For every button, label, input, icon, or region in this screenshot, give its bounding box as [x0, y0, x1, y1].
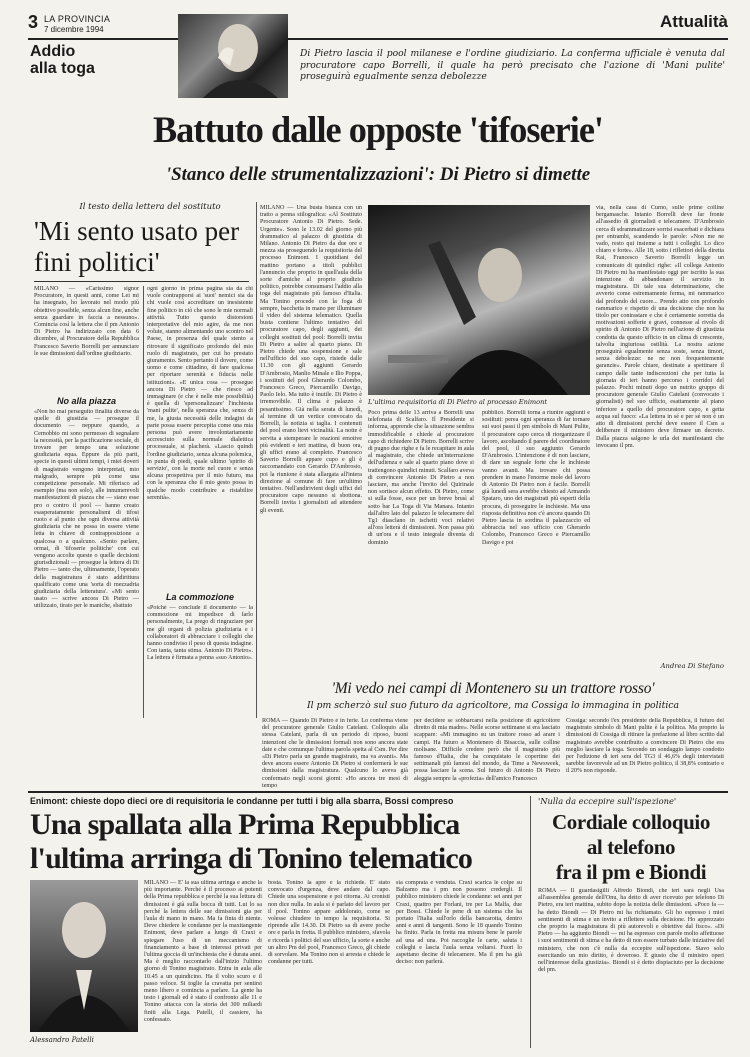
portrait-silhouette-icon: [178, 14, 288, 98]
kicker-title: [30, 44, 170, 77]
main-headline: Battuto dalle opposte 'tifoserie': [152, 110, 604, 151]
biondi-col1-text: ROMA — Il guardasigilli Alfredo Biondi, che ieri sarà negli Usa all'assemblea generale dell'Onu, ha detto di aver ricevuto per telefono Di Pietro, era ieri mattina, subito dopo la notizia delle dimissioni. «Poco fa — ha detto Biondi — Di Pietro mi ha richiamato. Gli ho espresso i miei sentimenti di stima e un invito a riflettere sulla decisione. Ho apprezzato che proprio la magistratura di più autorevoli e obiettive dal fisco». «Di Pietro — ha aggiunto Biondi — mi ha espresso con parole molto affettuose i suoi sentimenti di stima e ha detto di non essere turbato dalle iniziative del ministero, che non c'è nulla da eccepire sull'ispezione. Stavo solo esercitando un mio diritto, è doveroso. È giusto che il ministro operi nell'interesse della giustizia». Biondi si è detto dispiaciuto per la decisione del pm.: [538, 888, 724, 974]
biondi-title-line1: Cordiale colloquio: [552, 810, 710, 834]
kicker-line2: alla toga: [30, 60, 95, 77]
letter-subtitle-commozione: La commozione: [165, 592, 234, 602]
story-col1-text: MILANO — Una busta bianca con un tratto a penna stilografica: «Al Sostituto Procuratore Antonio Di Pietro. Sede. Urgente». Sono le 13.02 del giorno più drammatico al palazzo di giustizia di Milano. Antonio Di Pietro da due ore e mezza sta proseguendo la requisitoria del processo Enimont. I quotidiani del mattino portano a titoli pubblici l'annuncio che proprio in quell'aula della sorte d'amiche al proprio giudizio politico, potrebbe consumarsi l'addio alla toga del magistrato più famoso d'Italia. Ma Tonino procede con la foga di sempre, bacchetta in mano per illuminare il video del sistema telematico. Quella busta contiene l'ultimo tentativo del procuratore capo, degli aggiunti, dei colleghi sostituti del pool: Borrelli invita Di Pietro a salire al quarto piano. Di Pietro chiede una sospensione e sale nell'ufficio del suo capo, risiede dalle 11.30 con gli aggiunti Gerardo D'Ambrosio, Manlio Minale e Ilio Poppa, i sostituti del pool Gherardo Colombo, Francesco Greco, Piercamillo Davigo, Paolo Ielo. Ma tutto è inutile. Di Pietro è irremovibile. Il clima è palazzo è pesantissimo. Già nella serata di lunedì, al termine di un vertice convocato da Borrelli, la notizia si taglia. I contenuti del pool erano lievi vicinalità. La notte è servita a stemperare le reazioni emotive più evidenti e ieri mattina, di buon ora, gli uffici erano al completo. Francesco Saverio Borrelli appare cupo e gli è raccomandato con Gerardo D'Ambrosio, poi la riunione è stata allargata all'intera direzione al comune di fare un'ultimo tentativo. Nell'andirivieni degli uffici del procuratore capo nessuno si sbottona. Borrelli invita i giornalisti ad attendere gli eventi.: [260, 205, 362, 514]
enimont-trial-photo: [368, 205, 590, 395]
letter-col1-text: MILANO — «Carissimo signor Procuratore, in questi anni, come Lei mi ha insegnato, ho lavorato nel modo più obiettivo possibile, senza alcun fine, anche senza guardare in faccia a nessuno». Comincia così la lettera che il pm Antonio Di Pietro ha indirizzato con data 6 dicembre, al Procuratore della Repubblica Francesco Saverio Borrelli per annunciare le sue dimissioni dall'ordine giudiziario.: [34, 286, 139, 357]
letter-title: 'Mi sento usato per fini politici': [34, 216, 240, 277]
patelli-caption: Alessandro Patelli: [30, 1036, 94, 1044]
letter-subtitle-piazza: No alla piazza: [56, 396, 117, 406]
montenero-col2-text: per decidere se sobbarcarsi nella posizione di agricoltore diretto di mia madre». Nelle scorse settimane si era lasciato scappare: «Mi immagino su un trattore rosso ad arare i campi. Ha futuro a Montenero di Bisaccia, sulle colline molisane. Difficile credere però che il magistrato più famoso d'Italia, che ha conquistato le copertine dei settimanali più famosi del mondo, da Time a Newsweek, possa lasciare la scena. Sul futuro di Antonio Di Pietro aleggia sempre la «profezia» dell'amico Francesco: [414, 718, 560, 782]
top-summary: Di Pietro lascia il pool milanese e l'ordine giudiziario. La conferma ufficiale è venuta dal procuratore capo Borrelli, il quale ha però precisato che l'azione di 'Mani pulite' proseguirà egualmente senza debolezze: [300, 48, 725, 82]
enimont-col3-text: sia comprata e venduta. Craxi scarica le colpe su Balzamo ma i pm non possono credergli. Il pubblico ministero chiede le condanne: sei anni per Craxi, quattro per Forlani, tre per La Malfa, due per Bossi. Chiede le pene di un sistema che ha portato l'Italia sull'orlo della bancarotta, dentro anni e anni di tangenti. Sono le 18 quando Tonino ha finito. Parla in fretta ma misura bene le parole ad una ad una. Poi raccoglie le carte, saluta i colleghi e lascia l'aula senza voltarsi. Fuori lo aspettano decine di telecamere. Ma il pm ha già deciso: non parlerà.: [396, 880, 522, 966]
biondi-title: [538, 810, 724, 885]
letter-right-divider: [256, 202, 257, 718]
story-byline: Andrea Di Stefano: [660, 662, 724, 670]
section-label: Attualità: [660, 12, 728, 31]
montenero-col1-text: ROMA — Quando Di Pietro è in ferie. Lo conferma viene del procuratore generale Giulio Catelani. Colloquio alla stessa Catelani, parla di un periodo di riposo, buoni intenzioni che le dimissioni formali non sono ancora state date e che comunque l'ultima parola spetta al Csm. Per dire «Di Pietro parla un grande magistrato, ma va avanti». Ma deve ancora essere Antonio Di Pietro si confermerà le sue dimissioni dalla magistratura. Qualcuno lo aveva già confermato negli scorsi giorni: «Ho ancora tre mesi di tempo: [262, 718, 408, 788]
page-header: [28, 12, 728, 38]
pm-speaking-figure-icon: [368, 205, 590, 395]
patelli-portrait-icon: [30, 880, 138, 1032]
montenero-title: 'Mi vedo nei campi di Montenero su un trattore rosso': [331, 680, 655, 697]
issue-date: 7 dicembre 1994: [44, 25, 104, 34]
biondi-title-line2: al telefono: [586, 835, 676, 859]
letter-col1b-text: «Non ho mai perseguito finalità diverse da quelle di giustizia — prosegue il documento — neppure quando, a Cernobbio mi sono permesso di segnalare la necessità, per la pacificazione sociale, di trovare per tempo una soluzione giudiziaria equa. Eppure da più parti, specie in questi ultimi tempi, i miei doveri di magistrato vengono interpretati, mio malgrado, sempre più come una competizione personale. Mi riferisco ad esempio (ma non solo), alle innumerevoli manifestazioni di piazza che — siano esse pro o contro il pool — hanno creato esasperatamente personalismi di tifosi ruoto e al punto che ogni diversa attività giudiziaria che ne possa in essere viene letta in chiave di contrapposizione a qualcosa o a qualcuno. «Sento parlare, ormai, di 'tifoserie politiche' con cui vengono accolte queste o quelle decisioni giurisdizionali — prosegue la lettera di Di Pietro — tanto che, ultimamente, l'operato della magistratura è stato addirittura qualificato come una 'sorta di mezzadria giudiziaria della letteratura'. «Mi sento usato — scrive ancora Di Pietro — utilizzato, tirato per le maniche, sbattuto: [34, 409, 139, 610]
page-number: 3: [28, 12, 39, 32]
photo-caption: L'ultima requisitoria di Di Pietro al processo Enimont: [368, 398, 548, 406]
letter-col2-text: ogni giorno in prima pagina sia da chi vuole contrapporsi ai 'suoi' nemici sia da chi vuole così accreditare un inesistente fine politico in ciò che sono le mie normali attività. Tutto questo distorsioni interpretative del mio agire, da me non volute, stanno alimentando uno scontro nel Paese, in presenza del quale stento a ritrovare il significato profondo del mio ruolo di magistrato, per cui ho prestato giuramento. Sento pertanto il dovere, come uomo e come cittadino, di fare qualcosa per riportare serenità e fiducia nelle istituzioni». «E unica cosa — prosegue ancora Di Pietro — che riesco ad immaginare (e che è nelle mie possibilità) è quella di 'spersonalizzare' l'inchiesta 'mani pulite', nella speranza che, senza di me, la giusta necessità delle indagini da parte possa essere percepita come una mia persona può avere involontariamente accresciuto sulla normale dialettica processuale, si placherà. «Lascio quindi l'ordine giudiziario, senza alcuna polemica, in punta di piedi, quale ultimo 'spirito di servizio', con la morte nel cuore e senza alcuna prospettiva per il mio futuro, ma con la speranza che il mio gesto possa in qualche modo contribuire a ristabilire serenità».: [147, 286, 253, 501]
enimont-headline-line2: l'ultima arringa di Tonino telematico: [30, 842, 473, 875]
main-subheadline: 'Stanco delle strumentalizzazioni': Di Pietro si dimette: [165, 164, 591, 185]
story-col2-text: Poco prima delle 13 arriva a Borrelli una telefonata di Scalfaro. Il Presidente si informa, apprende che la situazione sembra immodificabile e chiede al procuratore capo di richiedere Di Pietro. Borrelli scrive di pugno due righe e fa le recapitare in aula al magistrato, che chiede un'interruzione dell'udienza e sale al quarto piano dove si trattengono quindici minuti. Scalfaro aveva di convincere Antonio Di Pietro a non lasciare, ma anche l'invito del Quirinale non sortisce alcun effetto. Di Pietro, come si sulla fosse, esce per un breve brusì al sotto bar La Toga di Via Manara. Intanto dall'altro lato del palazzo le telecamere del Tg1 diasclano in ischetti voci relativi all'ora letterà di dimissioni. Non passa più di un'ora e il testo integrale diventa di dominio: [368, 410, 474, 546]
montenero-subtitle: Il pm scherzò sul suo futuro da agricoltore, ma Cossiga lo immagina in politica: [306, 700, 680, 711]
montenero-col3-text: Cossiga: secondo l'ex presidente della Repubblica, il futuro del magistrato simbolo di Mani pulite è la politica. Ma proprio la dimissioni di Cossiga di ritirare la prefazione al libro scritto dal magistrato avrebbe contribuito a convincere Di Pietro che era meglio lasciare la toga. Secondo un sondaggio lampo condotto per l'edizione di ieri sera del TG3 il 46,6% degli intervistati sarebbe favorevole ad un Di Pietro politico, il 38,8% contrario e il 20% non risponde.: [566, 718, 724, 775]
enimont-col2-text: bosta. Tonino la apre e la richiede. E' stato convocato d'urgenza, deve andare dal capo. Chiede una sospensione e poi ritorna. Ai cronisti non dice nulla. In aula si è parlato del lavoro per il pool. Tonino appare addolorato, come se volesse chiudere in tempo la requisitoria. Si riprende alle 14.30. Di Pietro sa di avere poche ore e parla in fretta. Il pubblico ministero, sfavola e ricorda i politici del suo ufficio, la sorte e anche un altro Pm del pool, Francesco Greco, gli chiede di sorvolare. Ma Tonino non si arresta e chiede le condanne per tutti.: [268, 880, 390, 966]
newspaper-name: LA PROVINCIA: [44, 14, 111, 24]
patelli-photo: [30, 880, 138, 1032]
story-col4-text: via, nella casa di Curno, sulle prime colline bergamasche. Intanto Borrelli deve far fronte all'assedio di giornalisti e telecamere. D'Ambrosio cerca di sdrammatizzare sorrisi esacerbati e dichiara per entrambi, scandendo le parole: «Non me ne vado, resto qui insieme a tutti i colleghi. Lo dico chiaro e forte». Alle 18, sotto i riflettori della diretta Rai, Francesco Saverio Borrelli legge un comunicato di quindici righe: «Il collega Antonio Di Pietro mi ha manifestato oggi per iscritto la sua intenzione di abbandonare il servizio in magistratura. Di tale sua determinazione, che avverto come estremamente ferma, mi rammarico dal profondo del cuore... Prendo atto con profondo rammarico e rispetto di una decisione che non ha titolo per contrastare e che è certamente sorretta da motivazioni sofferte e gravi, connesse al rivolo di spirito di Antonio Di Pietro nell'azione di giustizia condotta da questo ufficio in un clima di crescente, talvolta ingiuriosa ostilità. La nostra azione proseguirà egualmente senza soste, senza timori, senza debolezze: ne ne non frequentemente garanzie». Parole chiare, destinate a spettinare il campo dalle tante indiscrezioni che per tutta la giornata di ieri hanno percorso i corridoi del palazzo. Pochi minuti dopo un nutrito gruppo di procuratore generale Giulio Catelani (convocato i giornalisti) nel suo ufficio, esattamente al piano inferiore a quello del procuratore capo, e getta acqua sul fuoco: «La lettera in sé e per sé non è un atto di dimissioni perché deve essere il Csm a deliberare il ministero deve firmare un decreto. Dalla piazza salgono le urla dei manifestanti che invocano il pm.: [596, 205, 724, 449]
letter-title-rule: [34, 281, 249, 282]
kicker-line1: Addio: [30, 43, 76, 60]
biondi-divider: [530, 796, 531, 1048]
enimont-headline-line1: Una spallata alla Prima Repubblica: [30, 808, 460, 841]
story-col3-text: pubblico. Borrelli torna a riunire aggiunti e sostituti: perea ogni speranza di far tornare sui suoi passi il pm simbolo di Mani Pulite, il procuratore capo cerca di riorganizzare il lavoro, ascoltando il parere del coordinatore del pool, il suo aggiunto Gerardo D'Ambrosio. L'intenzione è di non lasciare, di dare un segnale forte che le inchieste vanno avanti. Ma trovare chi possa prendere in mano l'enorme mole del lavoro di Antonio Di Pietro non è facile. Borrelli già lunedì sera avrebbe chiesto ad Armando Spataro, uno dei magistrati più esperti della procura, di proseguire le inchieste. Ma una risposta definitiva non c'è ancora quando Di Pietro lascia in sordina il palazzaccio ed abbraccia nel suo ufficio con Gherardo Colombo, Francesco Greco e Piercamillo Davigo e poi: [482, 410, 590, 546]
letter-kicker: Il testo della lettera del sostituto: [79, 202, 221, 212]
lower-section-rule: [28, 791, 728, 793]
letter-col2b-text: «Poiché — conclude il documento — la commozione mi impedisce di farlo personalmente, La prego di ringraziare per me gli organi di polizia giudiziaria e i collaboratori di abbracciare i colleghi che hanno condiviso il peso di questa indagine. Con tanta, tanta stima. Antonio Di Pietro». La lettera è firmata a penna «suo Antonio».: [147, 605, 253, 662]
header-rule: [28, 38, 728, 40]
biondi-title-line3: fra il pm e Biondi: [555, 860, 707, 884]
letter-col-divider: [143, 286, 144, 718]
di-pietro-thumbnail-photo: [178, 14, 288, 98]
biondi-kicker: 'Nulla da eccepire sull'ispezione': [538, 796, 677, 806]
enimont-col1-text: MILANO — E' la sua ultima arringa e anche la più importante. Perché è il processo ai potenti della Prima repubblica e perché la sua lettura di dimissioni è già sulla bocca di tutti. Lui lo sa perché la lettera delle sue dimissioni gia per l'aula di mano in mano. Ma fa finta di niente. Deve chiedere le condanne per la maxitangente Enimont, deve parlare a lungo di Craxi e spiegare l'uso di un meccanismo di finanziamento a base di interessi privati per l'ultima goccia di un'inchiesta che è durata anni. Ma è meglio raccontarlo dall'inizio l'ultimo giorno di Tonino magistrato. Entra in aula alle 10.45 a un quindicino. Ha il volto scuro e il passo veloce. Si toglie la cravatta per sentirsi meno libero e comincia a parlare. La gente ha testo i giornali ed è stato il confronto alle 11 e Tonino attacca con la storia dei 300 miliardi finiti alla Lega. Patelli, il cassiere, ha confessato.: [144, 880, 262, 1023]
enimont-kicker: Enimont: chieste dopo dieci ore di requisitoria le condanne per tutti i big alla sbarra, Bossi compreso: [30, 796, 454, 806]
